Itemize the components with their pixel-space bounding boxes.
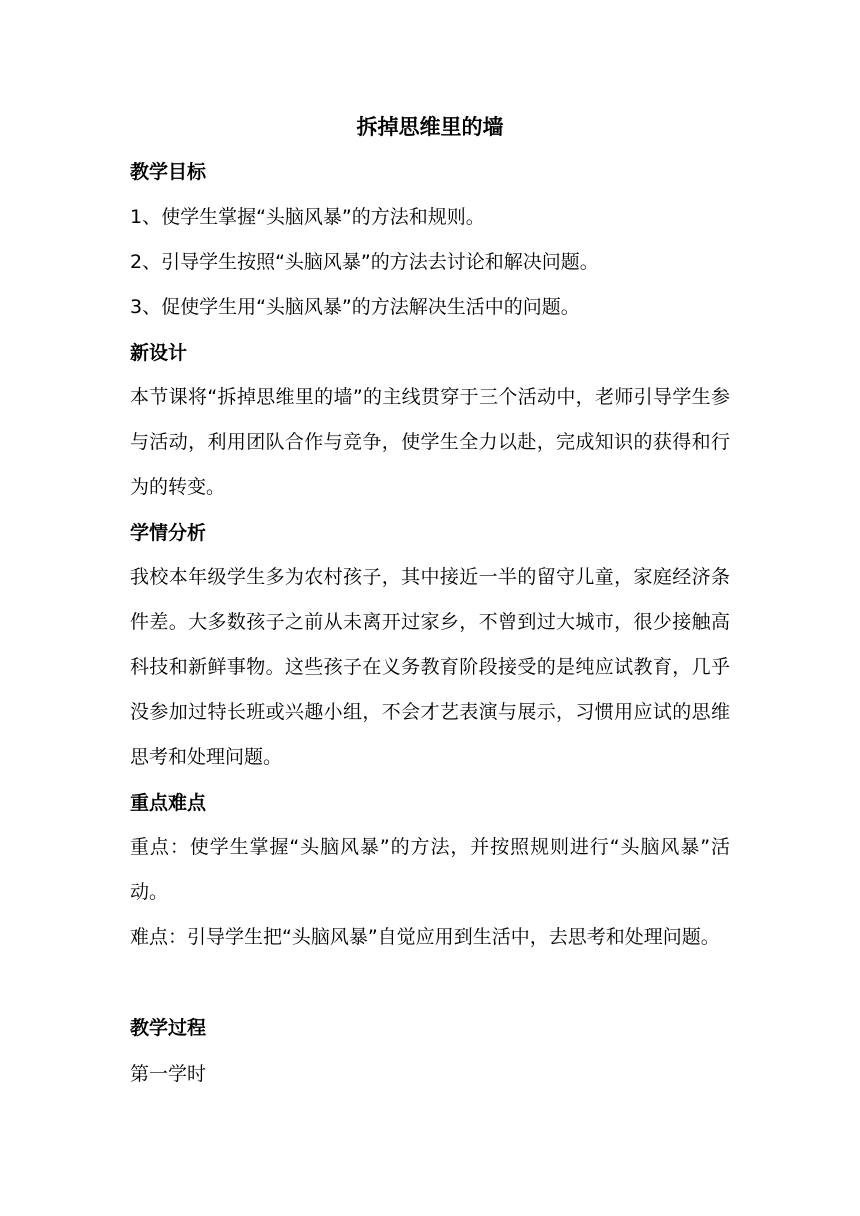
section-heading-design: 新设计 xyxy=(130,342,188,364)
analysis-paragraph: 我校本年级学生多为农村孩子，其中接近一半的留守儿童，家庭经济条件差。大多数孩子之前从未离开过家乡，不曾到过大城市，很少接触高科技和新鲜事物。这些孩子在义务教育阶段接受的是纯应试教育，几乎没参加过特长班或兴趣小组，不会才艺表演与展示，习惯用应试的思维思考和处理问题。 xyxy=(130,566,730,768)
section-heading-key-points: 重点难点 xyxy=(130,792,207,814)
objective-item-3: 3、促使学生用“头脑风暴”的方法解决生活中的问题。 xyxy=(130,296,580,318)
objective-item-1: 1、使学生掌握“头脑风暴”的方法和规则。 xyxy=(130,206,485,228)
section-heading-analysis: 学情分析 xyxy=(130,522,207,544)
difficult-point-paragraph: 难点：引导学生把“头脑风暴”自觉应用到生活中，去思考和处理问题。 xyxy=(130,926,720,948)
section-heading-objectives: 教学目标 xyxy=(130,161,207,183)
document-title: 拆掉思维里的墙 xyxy=(356,115,504,139)
key-point-paragraph: 重点：使学生掌握“头脑风暴”的方法，并按照规则进行“头脑风暴”活动。 xyxy=(130,836,730,903)
first-period-label: 第一学时 xyxy=(130,1063,207,1085)
section-heading-process: 教学过程 xyxy=(130,1017,207,1039)
objective-item-2: 2、引导学生按照“头脑风暴”的方法去讨论和解决问题。 xyxy=(130,251,599,273)
design-paragraph: 本节课将“拆掉思维里的墙”的主线贯穿于三个活动中，老师引导学生参与活动，利用团队合作与竞争，使学生全力以赴，完成知识的获得和行为的转变。 xyxy=(130,386,730,498)
